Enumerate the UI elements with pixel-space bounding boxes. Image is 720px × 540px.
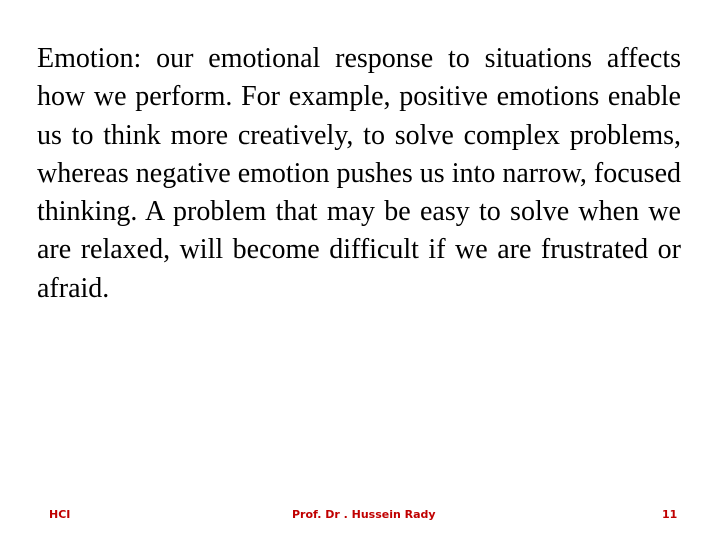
footer-author: Prof. Dr . Hussein Rady [292, 508, 436, 521]
slide-body-text: Emotion: our emotional response to situations affects how we perform. For example, positive emotions enable us to think more creatively, to solve complex problems, whereas negative emotion pushes us into narrow, focused thinking. A problem that may be easy to solve when we are relaxed, will become difficult if we are frustrated or afraid. [37, 43, 681, 304]
footer-page-number: 11 [662, 508, 678, 521]
footer-course-label: HCI [49, 508, 71, 521]
